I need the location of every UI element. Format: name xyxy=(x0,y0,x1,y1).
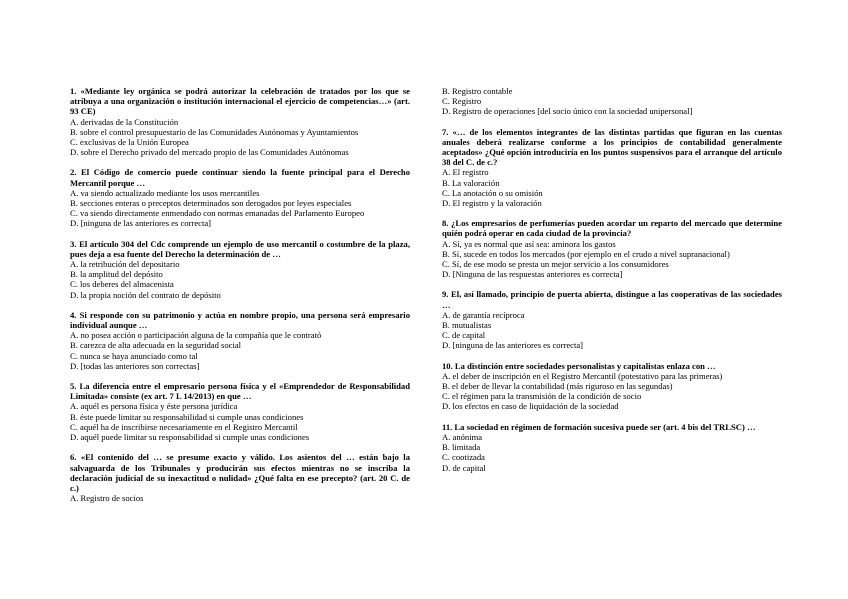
option-a: A. de garantía recíproca xyxy=(442,309,525,320)
left-column xyxy=(70,86,410,513)
question-6 xyxy=(70,452,410,503)
option-a: A. el deber de inscripción en el Registro Mercantil (potestativo para las primeras) xyxy=(442,370,723,381)
option-d: D. de capital xyxy=(442,462,486,473)
question-stem: 10. La distinción entre sociedades personalistas y capitalistas enlaza con … xyxy=(442,360,716,371)
option-c: C. Registro xyxy=(442,96,482,107)
option-a: A. anónima xyxy=(442,431,483,442)
option-a: A. no posea acción o participación alguna de la compañía que le contrató xyxy=(70,330,322,341)
option-b: B. secciones enteras o preceptos determinados son derogados por leyes especiales xyxy=(70,198,352,209)
option-a: A. derivadas de la Constitución xyxy=(70,116,179,127)
option-b: B. Registro contable xyxy=(442,86,513,96)
option-d: D. Registro de operaciones [del socio único con la sociedad unipersonal] xyxy=(442,106,693,117)
option-c: C. de capital xyxy=(442,330,486,341)
question-stem: 8. ¿Los empresarios de perfumerías pueden acordar un reparto del mercado que determine quién podrá operar en cada ciudad de la provincia? xyxy=(442,218,782,239)
option-a: A. aquél es persona física y éste persona jurídica xyxy=(70,401,238,412)
option-a: A. la retribución del depositario xyxy=(70,259,180,270)
question-8 xyxy=(442,218,782,279)
question-11 xyxy=(442,422,782,473)
question-stem: 7. «… de los elementos integrantes de las distintas partidas que figuran en las cuentas anuales deberá realizarse conforme a los principios de contabilidad generalmente aceptados» ¿Qué opción introduciría en los puntos suspensivos para el arranque del artículo 38 del C. de c.? xyxy=(442,126,782,168)
option-d: D. sobre el Derecho privado del mercado propio de las Comunidades Autónomas xyxy=(70,147,349,158)
question-6-continued xyxy=(442,86,782,117)
option-b: B. La valoración xyxy=(442,177,500,188)
question-7 xyxy=(442,127,782,209)
option-c: C. el régimen para la transmisión de la condición de socio xyxy=(442,391,642,402)
option-a: A. Sí, ya es normal que así sea: aminora los gastos xyxy=(442,238,616,249)
question-stem: 6. «El contenido del … se presume exacto y válido. Los asientos del … están bajo la salvaguarda de los Tribunales y producirán sus efectos mientras no se inscriba la declaración judicial de su inexactitud o nulidad» ¿Qué falta en ese precepto? (art. 20 C. de c.) xyxy=(70,452,410,493)
option-b: B. carezca de alta adecuada en la seguridad social xyxy=(70,340,242,351)
question-5 xyxy=(70,381,410,442)
option-b: B. la amplitud del depósito xyxy=(70,269,163,280)
option-d: D. [ninguna de las anteriores es correcta] xyxy=(442,340,584,351)
option-d: D. El registro y la valoración xyxy=(442,198,542,209)
option-b: B. mutualistas xyxy=(442,320,492,331)
option-b: B. éste puede limitar su responsabilidad si cumple unas condiciones xyxy=(70,411,304,422)
option-c: C. La anotación o su omisión xyxy=(442,187,543,198)
question-10 xyxy=(442,361,782,412)
option-d: D. la propia noción del contrato de depósito xyxy=(70,289,221,300)
question-3 xyxy=(70,239,410,300)
question-9 xyxy=(442,289,782,350)
option-c: C. aquél ha de inscribirse necesariamente en el Registro Mercantil xyxy=(70,421,298,432)
option-b: B. sobre el control presupuestario de las Comunidades Autónomas y Ayuntamientos xyxy=(70,126,359,137)
question-stem: 2. El Código de comercio puede continuar siendo la fuente principal para el Derecho Mercantil porque … xyxy=(70,167,410,188)
option-b: B. limitada xyxy=(442,442,481,453)
option-d: D. [Ninguna de las respuestas anteriores es correcta] xyxy=(442,269,623,280)
option-b: B. Sí, sucede en todos los mercados (por ejemplo en el crudo a nivel supranacional) xyxy=(442,248,730,259)
option-c: C. nunca se haya anunciado como tal xyxy=(70,350,198,361)
question-1 xyxy=(70,86,410,157)
question-stem: 3. El artículo 304 del Cdc comprende un ejemplo de uso mercantil o costumbre de la plaza, pues deja a esa fuente del Derecho la determinación de … xyxy=(70,238,410,259)
option-c: C. exclusivas de la Unión Europea xyxy=(70,137,189,148)
option-a: A. Registro de socios xyxy=(70,493,144,504)
question-stem: 1. «Mediante ley orgánica se podrá autorizar la celebración de tratados por los que se atribuya a una organización o institución internacional el ejercicio de competencias…» (art. 93 CE) xyxy=(70,86,410,117)
question-stem: 5. La diferencia entre el empresario persona física y el «Emprendedor de Responsabilidad Limitada» consiste (ex art. 7 L 14/2013) en que … xyxy=(70,381,410,402)
option-a: A. va siendo actualizado mediante los usos mercantiles xyxy=(70,187,260,198)
option-c: C. va siendo directamente enmendado con normas emanadas del Parlamento Europeo xyxy=(70,208,365,219)
option-c: C. cootizada xyxy=(442,452,485,463)
question-stem: 4. Si responde con su patrimonio y actúa en nombre propio, una persona será empresario individual aunque … xyxy=(70,309,410,331)
option-d: D. los efectos en caso de liquidación de la sociedad xyxy=(442,401,619,412)
option-d: D. aquél puede limitar su responsabilidad si cumple unas condiciones xyxy=(70,432,310,443)
option-a: A. El registro xyxy=(442,167,489,178)
option-d: D. [todas las anteriores son correctas] xyxy=(70,360,200,371)
question-4 xyxy=(70,310,410,371)
option-c: C. Sí, de ese modo se presta un mejor servicio a los consumidores xyxy=(442,259,669,270)
question-2 xyxy=(70,167,410,228)
right-column xyxy=(442,86,782,483)
option-b: B. el deber de llevar la contabilidad (más riguroso en las segundas) xyxy=(442,381,673,392)
option-d: D. [ninguna de las anteriores es correcta] xyxy=(70,218,212,229)
question-stem: 9. El, así llamado, principio de puerta abierta, distingue a las cooperativas de las sociedades … xyxy=(442,289,782,310)
option-c: C. los deberes del almacenista xyxy=(70,279,174,290)
question-stem: 11. La sociedad en régimen de formación sucesiva puede ser (art. 4 bis del TRLSC) … xyxy=(442,421,756,432)
